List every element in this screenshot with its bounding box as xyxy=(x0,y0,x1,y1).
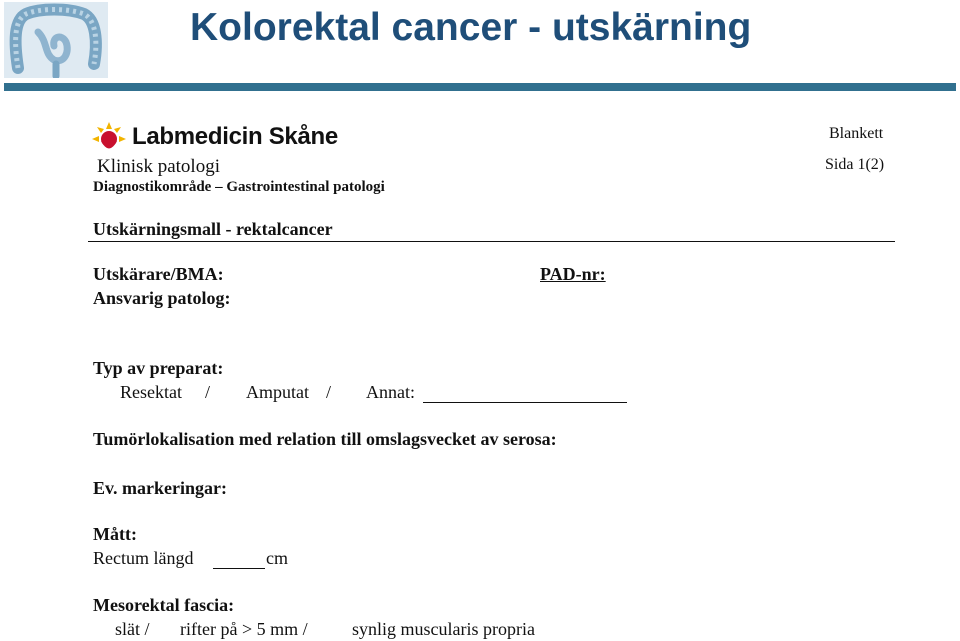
markings-label: Ev. markeringar: xyxy=(93,478,227,498)
pad-number-label: PAD-nr: xyxy=(540,264,606,284)
colon-illustration xyxy=(4,2,108,78)
title-divider xyxy=(4,83,956,91)
mesorectal-fascia-label: Mesorektal fascia: xyxy=(93,595,235,615)
page-number: Sida 1(2) xyxy=(825,156,885,173)
specimen-option-amputated: Amputat xyxy=(246,382,309,402)
labmedicin-logo-icon xyxy=(92,122,126,156)
specimen-option-other: Annat: xyxy=(366,382,415,402)
fascia-option-visible-muscularis: synlig muscularis propria xyxy=(352,619,535,639)
specimen-option-resected: Resektat xyxy=(120,382,182,402)
department-name: Klinisk patologi xyxy=(97,156,220,177)
logo-text: Labmedicin Skåne xyxy=(132,123,338,150)
fascia-option-tears: rifter på > 5 mm / xyxy=(180,619,308,639)
measures-label: Mått: xyxy=(93,524,137,544)
slide-title: Kolorektal cancer - utskärning xyxy=(190,6,752,49)
diagnostic-area: Diagnostikområde – Gastrointestinal patologi xyxy=(93,179,385,195)
option-separator: / xyxy=(326,382,332,402)
rectum-length-label: Rectum längd xyxy=(93,548,194,568)
other-fill-line xyxy=(423,402,627,403)
pathologist-label: Ansvarig patolog: xyxy=(93,288,231,308)
form-type: Blankett xyxy=(829,125,884,142)
tumor-location-label: Tumörlokalisation med relation till omslagsvecket av serosa: xyxy=(93,429,557,449)
form-title: Utskärningsmall - rektalcancer xyxy=(93,219,333,239)
rectum-length-unit: cm xyxy=(266,548,288,568)
cutter-label: Utskärare/BMA: xyxy=(93,264,224,284)
specimen-type-label: Typ av preparat: xyxy=(93,358,224,378)
option-separator: / xyxy=(205,382,211,402)
fascia-option-smooth: slät / xyxy=(115,619,150,639)
rectum-length-fill-line xyxy=(213,568,265,569)
form-title-rule xyxy=(88,241,895,242)
